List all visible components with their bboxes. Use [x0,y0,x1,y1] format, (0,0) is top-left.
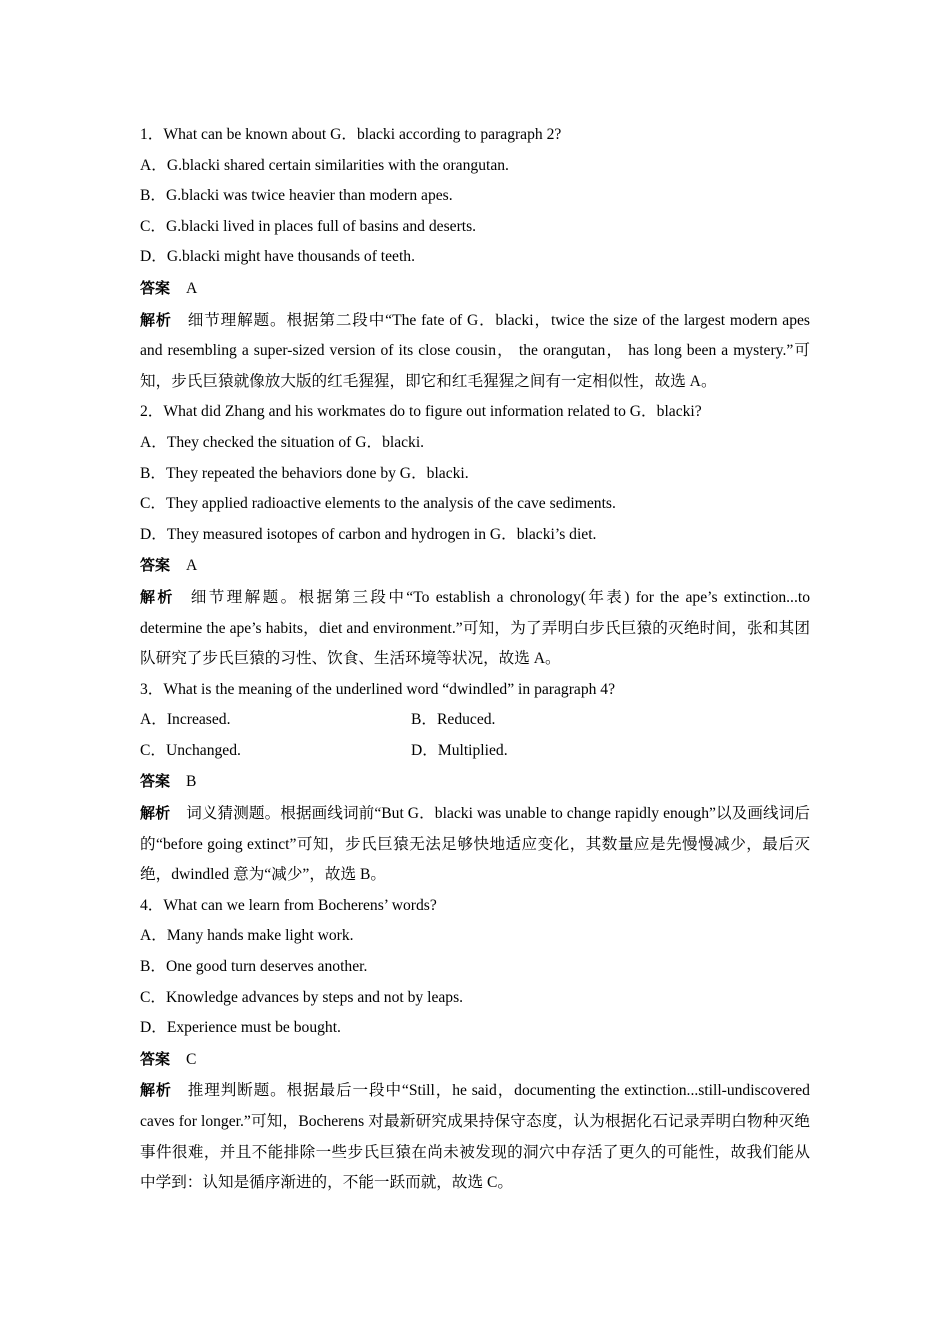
answer-value: A [186,279,198,297]
question-3-option-a: A．Increased. [140,711,231,729]
question-3-option-b: B．Reduced. [411,711,496,729]
analysis-label: 解析 [140,310,172,329]
answer-label: 答案 [140,278,171,297]
question-4-option-a: A．Many hands make light work. [140,927,354,945]
question-2-analysis [140,582,810,675]
analysis-label: 解析 [140,587,175,606]
answer-value: C [186,1050,197,1068]
question-1-option-d: D．G.blacki might have thousands of teeth. [140,248,415,266]
analysis-label: 解析 [140,804,171,823]
question-1-answer [140,273,810,305]
question-1-analysis [140,305,810,398]
question-4-option-c: C．Knowledge advances by steps and not by leaps. [140,988,464,1006]
analysis-text: 细节理解题。根据第二段中“The fate of G．blacki，twice the size of the largest modern apes and resembling a super-sized version of its close cousin， the orangutan， has long been a mystery.”可知，步氏巨猿就像放大版的红毛猩猩，即它和红毛猩猩之间有一定相似性，故选 A。 [140,311,810,390]
question-3-analysis [140,798,810,891]
question-4-stem: 4．What can we learn from Bocherens’ words? [140,896,437,914]
question-3-options-row-1 [140,705,810,736]
question-1-option-b: B．G.blacki was twice heavier than modern apes. [140,187,453,205]
question-1-option-a: A．G.blacki shared certain similarities with the orangutan. [140,156,509,174]
answer-value: B [186,773,197,791]
question-4-option-b: B．One good turn deserves another. [140,958,368,976]
document-page [140,120,810,1199]
answer-value: A [186,557,198,575]
question-3-option-d: D．Multiplied. [411,741,508,759]
question-3-answer [140,766,810,798]
answer-label: 答案 [140,1049,171,1068]
analysis-text: 细节理解题。根据第三段中“To establish a chronology(年表) for the ape’s extinction...to determine the ape’s habits，diet and environment.”可知，为了弄明白步氏巨猿的灭绝时间，张和其团队研究了步氏巨猿的习性、饮食、生活环境等状况，故选 A。 [140,588,810,668]
analysis-text: 推理判断题。根据最后一段中“Still，he said，documenting the extinction...still-undiscovered caves for longer.”可知，Bocherens 对最新研究成果持保守态度，认为根据化石记录弄明白物种灭绝事件很难，并且不能排除一些步氏巨猿在尚未被发现的洞穴中存活了更久的可能性，故我们能从中学到：认知是循序渐进的，不能一跃而就，故选 C。 [140,1082,810,1192]
question-4-analysis [140,1075,810,1198]
question-2-answer [140,550,810,582]
question-1-stem: 1．What can be known about G．blacki according to paragraph 2? [140,126,562,143]
question-3-stem: 3．What is the meaning of the underlined word “dwindled” in paragraph 4? [140,680,616,698]
question-4-answer [140,1044,810,1076]
question-3-options-row-2 [140,736,810,767]
answer-label: 答案 [140,556,171,575]
answer-label: 答案 [140,772,171,791]
analysis-label: 解析 [140,1081,172,1100]
question-2-option-a: A．They checked the situation of G．blacki. [140,433,425,451]
question-1-option-c: C．G.blacki lived in places full of basins and deserts. [140,217,477,235]
question-2-option-b: B．They repeated the behaviors done by G．blacki. [140,464,469,482]
question-2-option-c: C．They applied radioactive elements to the analysis of the cave sediments. [140,495,616,513]
analysis-text: 词义猜测题。根据画线词前“But G．blacki was unable to change rapidly enough”以及画线词后的“before going extinct”可知，步氏巨猿无法足够快地适应变化，其数量应是先慢慢减少，最后灭绝，dwindled 意为“减少”，故选 B。 [140,805,810,884]
question-3-option-c: C．Unchanged. [140,741,241,759]
question-2-option-d: D．They measured isotopes of carbon and hydrogen in G．blacki’s diet. [140,525,597,543]
question-2-stem: 2．What did Zhang and his workmates do to figure out information related to G．blacki? [140,403,702,421]
question-4-option-d: D．Experience must be bought. [140,1019,341,1037]
